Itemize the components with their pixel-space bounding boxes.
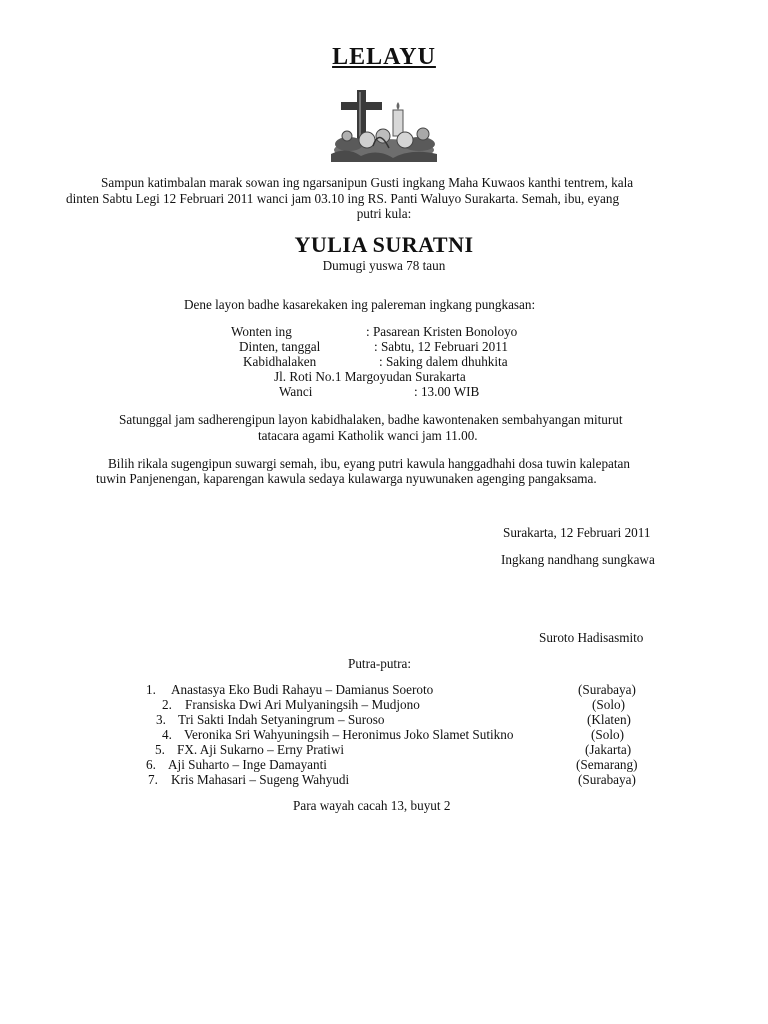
child-number: 2. xyxy=(162,697,172,712)
intro-line-2: dinten Sabtu Legi 12 Februari 2011 wanci jam 03.10 ing RS. Panti Waluyo Surakarta. Semah, ibu, eyang xyxy=(66,191,620,206)
detail-label-location: Wonten ing xyxy=(231,324,292,339)
child-number: 4. xyxy=(162,727,172,742)
child-names: FX. Aji Sukarno – Erny Pratiwi xyxy=(177,742,345,757)
apology-line-1: Bilih rikala sugengipun suwargi semah, ibu, eyang putri kawula hanggadhahi dosa tuwin kalepatan xyxy=(108,456,631,471)
child-city: (Klaten) xyxy=(587,712,631,727)
detail-value-location: : Pasarean Kristen Bonoloyo xyxy=(366,324,518,339)
child-names: Kris Mahasari – Sugeng Wahyudi xyxy=(171,772,350,787)
signer-name: Suroto Hadisasmito xyxy=(539,630,644,645)
place-date: Surakarta, 12 Februari 2011 xyxy=(503,525,651,540)
deceased-name: YULIA SURATNI xyxy=(294,232,474,257)
detail-value-address: Jl. Roti No.1 Margoyudan Surakarta xyxy=(274,369,466,384)
child-city: (Surabaya) xyxy=(578,772,636,787)
cross-with-flowers-icon xyxy=(327,88,441,164)
burial-intro: Dene layon badhe kasarekaken ing palereman ingkang pungkasan: xyxy=(184,297,536,312)
child-city: (Jakarta) xyxy=(585,742,632,757)
detail-label-departure: Kabidhalaken xyxy=(243,354,317,369)
intro-line-1: Sampun katimbalan marak sowan ing ngarsanipun Gusti ingkang Maha Kuwaos kanthi tentrem, kala xyxy=(101,175,634,190)
grandchildren-line: Para wayah cacah 13, buyut 2 xyxy=(293,798,451,813)
child-names: Veronika Sri Wahyuningsih – Heronimus Joko Slamet Sutikno xyxy=(184,727,514,742)
child-names: Anastasya Eko Budi Rahayu – Damianus Soeroto xyxy=(171,682,434,697)
child-city: (Solo) xyxy=(591,727,624,742)
detail-value-departure: : Saking dalem dhuhkita xyxy=(379,354,508,369)
mourning-line: Ingkang nandhang sungkawa xyxy=(501,552,655,567)
child-city: (Surabaya) xyxy=(578,682,636,697)
child-number: 5. xyxy=(155,742,165,757)
intro-line-3: putri kula: xyxy=(356,206,412,221)
detail-label-date: Dinten, tanggal xyxy=(239,339,321,354)
detail-value-time: : 13.00 WIB xyxy=(414,384,480,399)
child-names: Aji Suharto – Inge Damayanti xyxy=(168,757,327,772)
prayer-line-1: Satunggal jam sadherengipun layon kabidhalaken, badhe kawontenaken sembahyangan miturut xyxy=(119,412,623,427)
apology-line-2: tuwin Panjenengan, kaparengan kawula sedaya kulawarga nyuwunaken agenging pangaksama. xyxy=(96,471,597,486)
child-city: (Semarang) xyxy=(576,757,638,772)
child-number: 1. xyxy=(146,682,156,697)
deceased-age: Dumugi yuswa 78 taun xyxy=(322,258,446,273)
child-number: 3. xyxy=(156,712,166,727)
document-title: LELAYU xyxy=(332,44,436,70)
child-names: Tri Sakti Indah Setyaningrum – Suroso xyxy=(178,712,385,727)
detail-label-time: Wanci xyxy=(279,384,313,399)
child-number: 7. xyxy=(148,772,158,787)
children-heading: Putra-putra: xyxy=(348,656,411,671)
child-city: (Solo) xyxy=(592,697,625,712)
prayer-line-2: tatacara agami Katholik wanci jam 11.00. xyxy=(258,428,478,443)
detail-value-date: : Sabtu, 12 Februari 2011 xyxy=(374,339,508,354)
child-names: Fransiska Dwi Ari Mulyaningsih – Mudjono xyxy=(185,697,420,712)
child-number: 6. xyxy=(146,757,156,772)
